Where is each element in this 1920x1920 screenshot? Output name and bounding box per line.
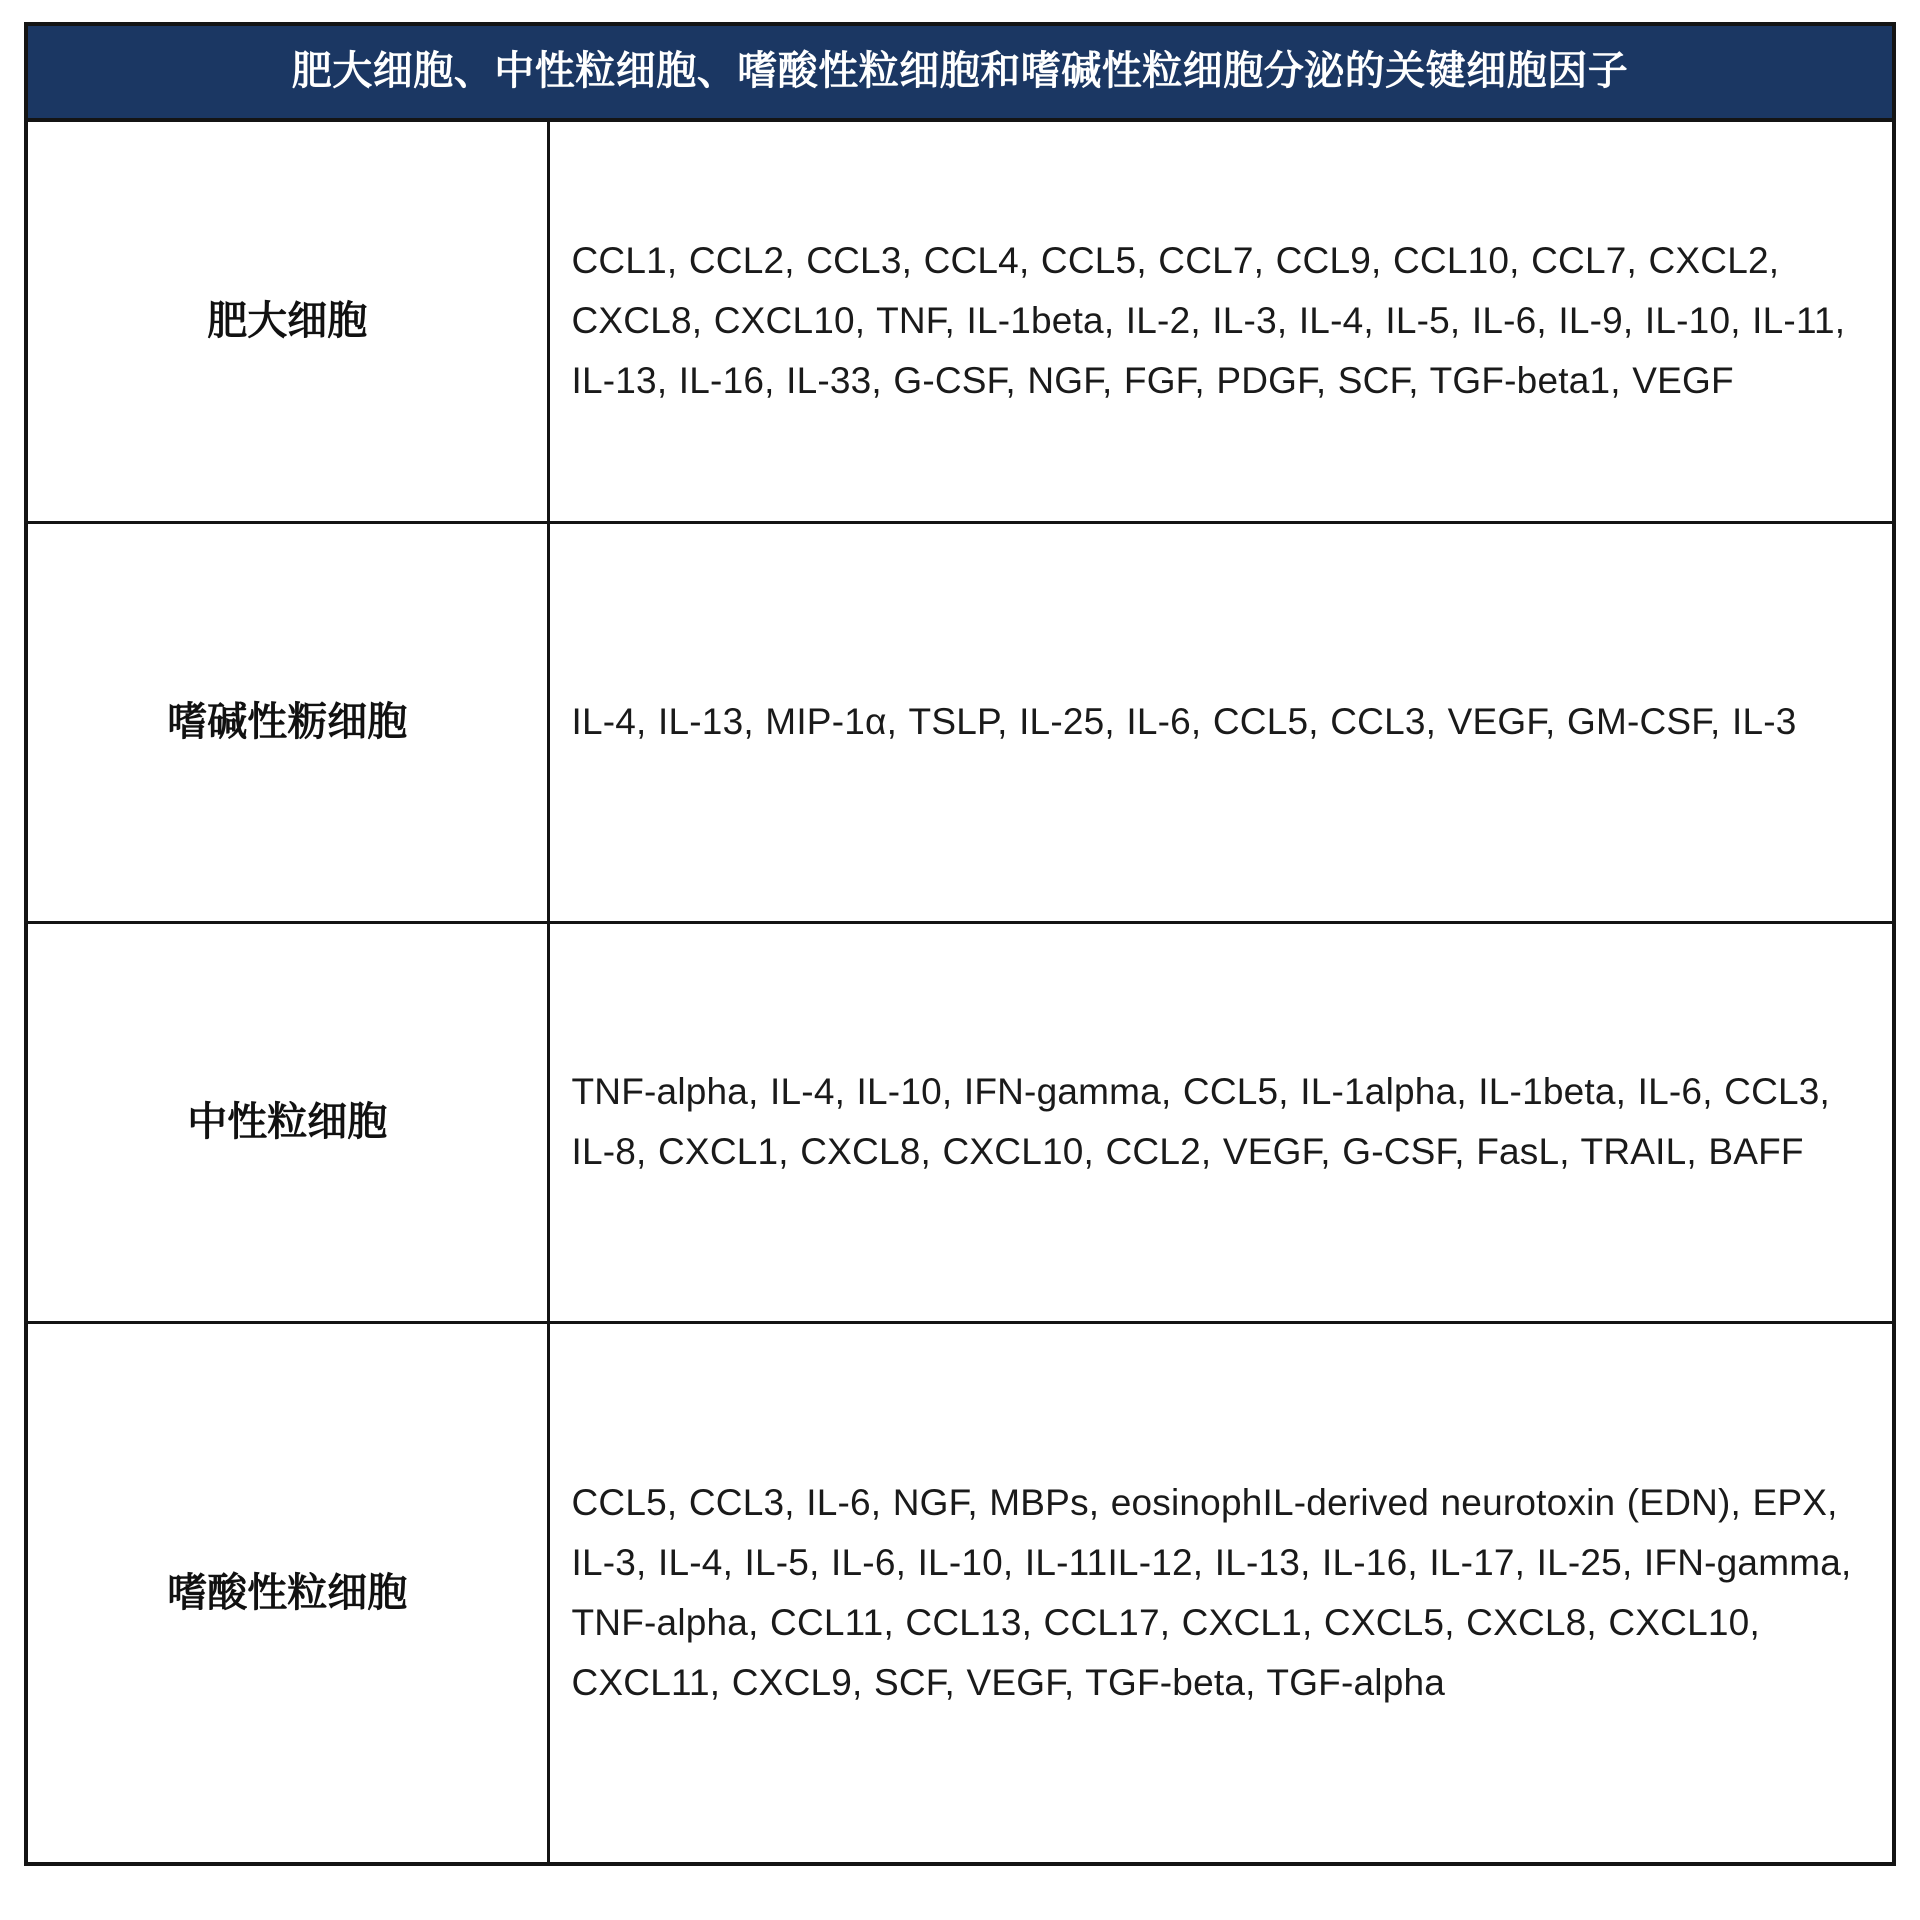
table-row	[28, 922, 1892, 1322]
cytokine-table	[24, 22, 1896, 1866]
cell-celltype-label: 肥大细胞	[28, 122, 548, 522]
table-title: 肥大细胞、中性粒细胞、嗜酸性粒细胞和嗜碱性粒细胞分泌的关键细胞因子	[28, 26, 1892, 122]
cell-celltype-label: 嗜酸性粒细胞	[28, 1322, 548, 1862]
table-row	[28, 522, 1892, 922]
cell-cytokine-list: CCL5, CCL3, IL-6, NGF, MBPs, eosinophIL-derived neurotoxin (EDN), EPX, IL-3, IL-4, IL-5, IL-6, IL-10, IL-11IL-12, IL-13, IL-16, IL-17, IL-25, IFN-gamma, TNF-alpha, CCL11, CCL13, CCL17, CXCL1, CXCL5, CXCL8, CXCL10, CXCL11, CXCL9, SCF, VEGF, TGF-beta, TGF-alpha	[571, 1481, 1852, 1703]
cell-celltype-label: 嗜碱性粝细胞	[28, 522, 548, 922]
table-row	[28, 1322, 1892, 1862]
cell-celltype-label: 中性粒细胞	[28, 922, 548, 1322]
cell-cytokine-list: TNF-alpha, IL-4, IL-10, IFN-gamma, CCL5, IL-1alpha, IL-1beta, IL-6, CCL3, IL-8, CXCL1, CXCL8, CXCL10, CCL2, VEGF, G-CSF, FasL, TRAIL, BAFF	[571, 1071, 1831, 1172]
cell-cytokine-list: CCL1, CCL2, CCL3, CCL4, CCL5, CCL7, CCL9, CCL10, CCL7, CXCL2, CXCL8, CXCL10, TNF, IL-1beta, IL-2, IL-3, IL-4, IL-5, IL-6, IL-9, IL-10, IL-11, IL-13, IL-16, IL-33, G-CSF, NGF, FGF, PDGF, SCF, TGF-beta1, VEGF	[571, 240, 1846, 402]
table-body	[28, 122, 1892, 1862]
table-row	[28, 122, 1892, 522]
cell-cytokine-list: IL-4, IL-13, MIP-1α, TSLP, IL-25, IL-6, CCL5, CCL3, VEGF, GM-CSF, IL-3	[571, 701, 1797, 743]
